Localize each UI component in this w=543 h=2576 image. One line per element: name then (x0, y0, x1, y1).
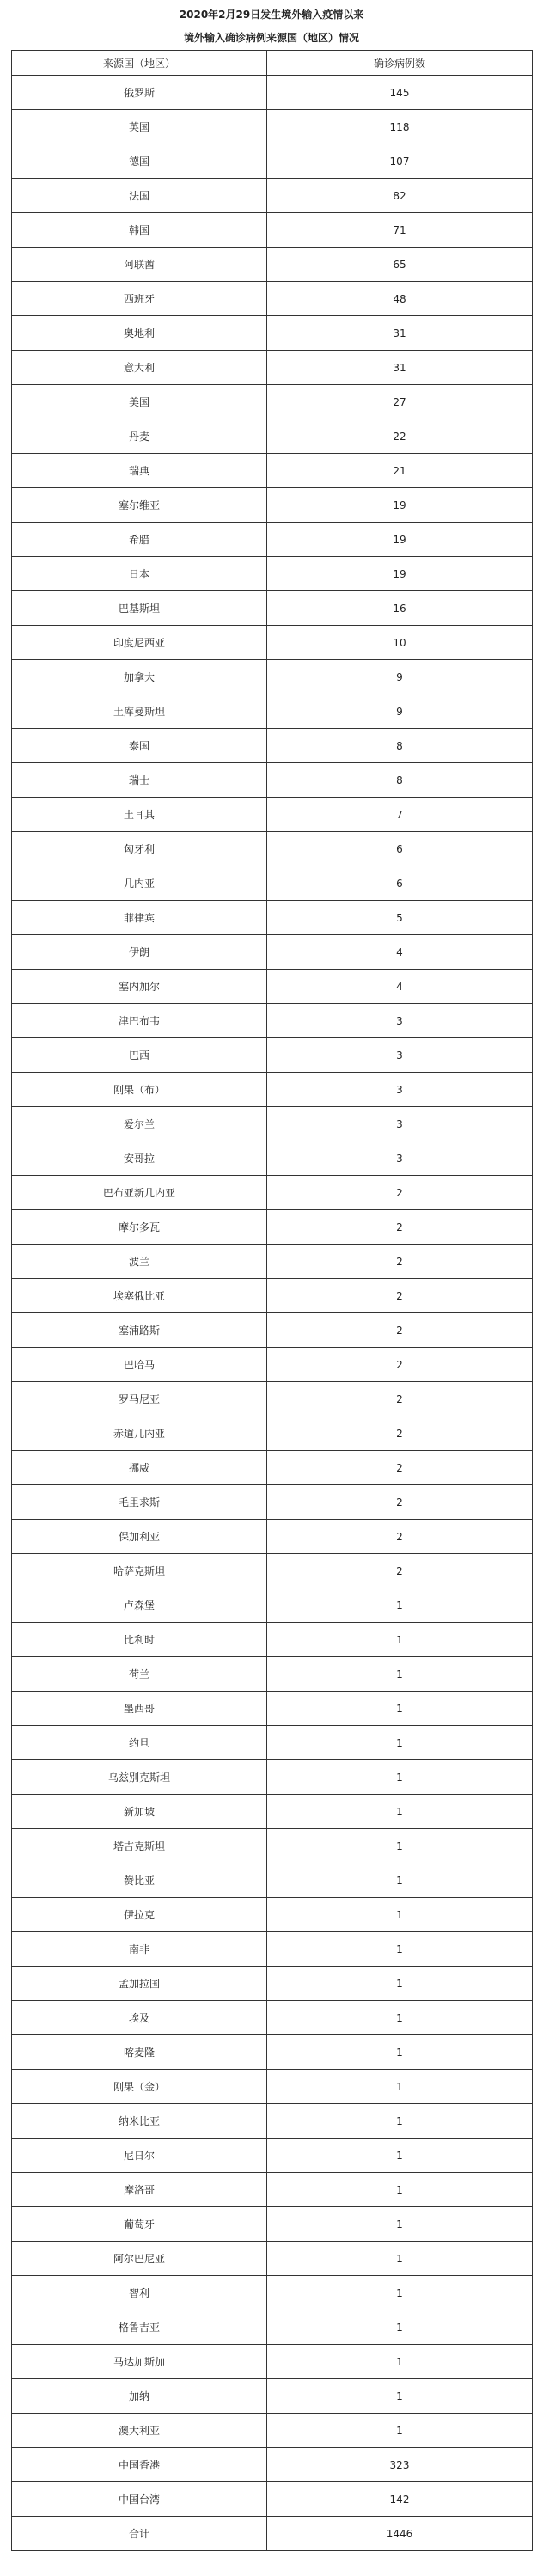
table-row (12, 76, 533, 110)
table-row (12, 1107, 533, 1141)
cell-region: 喀麦隆 (12, 2035, 267, 2070)
table-row (12, 626, 533, 660)
cell-region: 摩尔多瓦 (12, 1210, 267, 1245)
cell-case-count: 1 (267, 2173, 533, 2207)
table-row (12, 729, 533, 763)
table-row (12, 1348, 533, 1382)
cell-region: 澳大利亚 (12, 2414, 267, 2448)
table-row (12, 282, 533, 316)
cell-region: 挪威 (12, 1451, 267, 1485)
cell-case-count: 19 (267, 488, 533, 523)
table-row (12, 1382, 533, 1416)
table-row (12, 385, 533, 419)
cell-region: 伊朗 (12, 935, 267, 970)
table-row (12, 1760, 533, 1795)
table-row (12, 2104, 533, 2139)
table-row (12, 1004, 533, 1038)
cell-case-count: 2 (267, 1520, 533, 1554)
cell-region: 墨西哥 (12, 1692, 267, 1726)
table-row (12, 2448, 533, 2482)
cell-case-count: 2 (267, 1348, 533, 1382)
cell-case-count: 1 (267, 2310, 533, 2345)
table-row (12, 2001, 533, 2035)
cell-case-count: 6 (267, 832, 533, 866)
table-row (12, 2276, 533, 2310)
table-row (12, 2517, 533, 2551)
table-row (12, 1210, 533, 1245)
cell-region: 罗马尼亚 (12, 1382, 267, 1416)
cell-region: 俄罗斯 (12, 76, 267, 110)
cell-case-count: 1 (267, 2242, 533, 2276)
cell-case-count: 8 (267, 763, 533, 798)
cell-case-count: 1 (267, 2276, 533, 2310)
cell-region: 比利时 (12, 1623, 267, 1657)
table-row (12, 1416, 533, 1451)
table-row (12, 248, 533, 282)
cell-case-count: 1 (267, 2001, 533, 2035)
table-row (12, 866, 533, 901)
cell-case-count: 16 (267, 591, 533, 626)
table-row (12, 1657, 533, 1692)
page-subtitle: 境外输入确诊病例来源国（地区）情况 (183, 32, 359, 44)
cell-case-count: 9 (267, 660, 533, 694)
table-row (12, 1898, 533, 1932)
table-row (12, 454, 533, 488)
cell-region: 津巴布韦 (12, 1004, 267, 1038)
table-row (12, 1692, 533, 1726)
table-row (12, 935, 533, 970)
cell-region: 合计 (12, 2517, 267, 2551)
cell-region: 法国 (12, 179, 267, 213)
cell-case-count: 27 (267, 385, 533, 419)
table-row (12, 488, 533, 523)
table-row (12, 2345, 533, 2379)
table-row (12, 1863, 533, 1898)
table-row (12, 694, 533, 729)
cell-region: 安哥拉 (12, 1141, 267, 1176)
table-row (12, 1932, 533, 1967)
cell-case-count: 1 (267, 2414, 533, 2448)
table-row (12, 901, 533, 935)
cell-case-count: 2 (267, 1176, 533, 1210)
cell-region: 爱尔兰 (12, 1107, 267, 1141)
table-row (12, 1141, 533, 1176)
cell-case-count: 6 (267, 866, 533, 901)
header-region: 来源国（地区） (12, 51, 267, 76)
cell-case-count: 145 (267, 76, 533, 110)
cell-case-count: 7 (267, 798, 533, 832)
cell-case-count: 1 (267, 2379, 533, 2414)
table-row (12, 2310, 533, 2345)
cell-case-count: 31 (267, 351, 533, 385)
cell-region: 赞比亚 (12, 1863, 267, 1898)
cell-case-count: 107 (267, 144, 533, 179)
cell-case-count: 10 (267, 626, 533, 660)
cell-region: 加拿大 (12, 660, 267, 694)
cell-case-count: 48 (267, 282, 533, 316)
cell-region: 纳米比亚 (12, 2104, 267, 2139)
table-row (12, 110, 533, 144)
cell-region: 尼日尔 (12, 2139, 267, 2173)
cell-case-count: 2 (267, 1245, 533, 1279)
table-row (12, 179, 533, 213)
cell-case-count: 1 (267, 1795, 533, 1829)
cell-case-count: 5 (267, 901, 533, 935)
cell-case-count: 1 (267, 1657, 533, 1692)
cell-region: 卢森堡 (12, 1588, 267, 1623)
cell-case-count: 1 (267, 2070, 533, 2104)
table-row (12, 2139, 533, 2173)
cell-region: 孟加拉国 (12, 1967, 267, 2001)
cell-region: 塞内加尔 (12, 970, 267, 1004)
cell-case-count: 323 (267, 2448, 533, 2482)
cell-region: 几内亚 (12, 866, 267, 901)
cell-case-count: 2 (267, 1416, 533, 1451)
cell-region: 阿联酋 (12, 248, 267, 282)
cell-region: 瑞典 (12, 454, 267, 488)
table-row (12, 1451, 533, 1485)
cell-region: 智利 (12, 2276, 267, 2310)
cell-region: 摩洛哥 (12, 2173, 267, 2207)
cell-case-count: 1 (267, 1863, 533, 1898)
cell-case-count: 1 (267, 1932, 533, 1967)
table-row (12, 144, 533, 179)
table-row (12, 213, 533, 248)
cell-case-count: 1 (267, 2104, 533, 2139)
cell-region: 巴基斯坦 (12, 591, 267, 626)
cell-region: 瑞士 (12, 763, 267, 798)
table-row (12, 832, 533, 866)
table-row (12, 1038, 533, 1073)
cell-region: 泰国 (12, 729, 267, 763)
cell-region: 荷兰 (12, 1657, 267, 1692)
table-row (12, 2173, 533, 2207)
cell-region: 葡萄牙 (12, 2207, 267, 2242)
table-row (12, 1073, 533, 1107)
cell-case-count: 1 (267, 1588, 533, 1623)
table-row (12, 591, 533, 626)
cell-region: 赤道几内亚 (12, 1416, 267, 1451)
cell-region: 奥地利 (12, 316, 267, 351)
cell-region: 塞浦路斯 (12, 1313, 267, 1348)
cell-case-count: 1 (267, 1898, 533, 1932)
cell-case-count: 1 (267, 1692, 533, 1726)
table-row (12, 1967, 533, 2001)
cell-region: 塞尔维亚 (12, 488, 267, 523)
cell-case-count: 4 (267, 970, 533, 1004)
table-row (12, 1795, 533, 1829)
table-row (12, 351, 533, 385)
cell-case-count: 8 (267, 729, 533, 763)
cell-case-count: 22 (267, 419, 533, 454)
table-row (12, 2414, 533, 2448)
cell-case-count: 118 (267, 110, 533, 144)
cell-region: 韩国 (12, 213, 267, 248)
cell-region: 毛里求斯 (12, 1485, 267, 1520)
cell-case-count: 2 (267, 1554, 533, 1588)
cell-region: 塔吉克斯坦 (12, 1829, 267, 1863)
cell-region: 波兰 (12, 1245, 267, 1279)
table-row (12, 1829, 533, 1863)
cell-region: 阿尔巴尼亚 (12, 2242, 267, 2276)
cell-case-count: 65 (267, 248, 533, 282)
cell-region: 土库曼斯坦 (12, 694, 267, 729)
table-row (12, 316, 533, 351)
cell-case-count: 4 (267, 935, 533, 970)
cell-region: 约旦 (12, 1726, 267, 1760)
cell-region: 中国台湾 (12, 2482, 267, 2517)
cell-region: 哈萨克斯坦 (12, 1554, 267, 1588)
cell-region: 巴哈马 (12, 1348, 267, 1382)
table-row (12, 557, 533, 591)
table-row (12, 1176, 533, 1210)
cell-case-count: 82 (267, 179, 533, 213)
cell-region: 土耳其 (12, 798, 267, 832)
cell-case-count: 2 (267, 1279, 533, 1313)
cell-region: 埃及 (12, 2001, 267, 2035)
cell-case-count: 1 (267, 1623, 533, 1657)
cell-case-count: 1 (267, 1967, 533, 2001)
page-title: 2020年2月29日发生境外输入疫情以来 (179, 9, 364, 21)
table-header-row (12, 51, 533, 76)
table-row (12, 1245, 533, 1279)
cell-case-count: 21 (267, 454, 533, 488)
cell-region: 美国 (12, 385, 267, 419)
table-row (12, 523, 533, 557)
cell-region: 埃塞俄比亚 (12, 1279, 267, 1313)
table-row (12, 2207, 533, 2242)
table-row (12, 1726, 533, 1760)
cell-case-count: 1446 (267, 2517, 533, 2551)
cell-case-count: 31 (267, 316, 533, 351)
table-row (12, 970, 533, 1004)
header-case-count: 确诊病例数 (267, 51, 533, 76)
cell-region: 希腊 (12, 523, 267, 557)
cell-region: 加纳 (12, 2379, 267, 2414)
cell-region: 南非 (12, 1932, 267, 1967)
cell-region: 菲律宾 (12, 901, 267, 935)
cell-case-count: 3 (267, 1073, 533, 1107)
cell-case-count: 2 (267, 1210, 533, 1245)
cell-region: 丹麦 (12, 419, 267, 454)
cell-case-count: 3 (267, 1038, 533, 1073)
cell-case-count: 71 (267, 213, 533, 248)
cell-case-count: 3 (267, 1107, 533, 1141)
cell-case-count: 2 (267, 1485, 533, 1520)
cell-region: 保加利亚 (12, 1520, 267, 1554)
cell-region: 格鲁吉亚 (12, 2310, 267, 2345)
cell-case-count: 1 (267, 1760, 533, 1795)
table-row (12, 763, 533, 798)
table-row (12, 1554, 533, 1588)
cell-case-count: 2 (267, 1382, 533, 1416)
cell-case-count: 142 (267, 2482, 533, 2517)
cell-case-count: 19 (267, 523, 533, 557)
cell-case-count: 1 (267, 2345, 533, 2379)
cell-region: 巴布亚新几内亚 (12, 1176, 267, 1210)
cell-case-count: 9 (267, 694, 533, 729)
cell-case-count: 1 (267, 2035, 533, 2070)
cell-case-count: 1 (267, 1726, 533, 1760)
cell-region: 中国香港 (12, 2448, 267, 2482)
cell-region: 意大利 (12, 351, 267, 385)
cell-region: 新加坡 (12, 1795, 267, 1829)
cell-region: 刚果（布） (12, 1073, 267, 1107)
table-row (12, 1485, 533, 1520)
cell-region: 巴西 (12, 1038, 267, 1073)
table-row (12, 2482, 533, 2517)
cases-table (11, 50, 533, 2551)
table-row (12, 1279, 533, 1313)
cell-case-count: 3 (267, 1141, 533, 1176)
table-row (12, 1623, 533, 1657)
table-row (12, 1520, 533, 1554)
table-row (12, 2242, 533, 2276)
table-row (12, 1588, 533, 1623)
cell-case-count: 1 (267, 1829, 533, 1863)
table-row (12, 2379, 533, 2414)
cell-region: 伊拉克 (12, 1898, 267, 1932)
cell-region: 匈牙利 (12, 832, 267, 866)
cell-region: 德国 (12, 144, 267, 179)
cell-region: 西班牙 (12, 282, 267, 316)
cell-region: 英国 (12, 110, 267, 144)
table-row (12, 1313, 533, 1348)
cell-case-count: 1 (267, 2139, 533, 2173)
cell-region: 印度尼西亚 (12, 626, 267, 660)
cell-region: 马达加斯加 (12, 2345, 267, 2379)
table-row (12, 2070, 533, 2104)
cell-case-count: 19 (267, 557, 533, 591)
cell-region: 刚果（金） (12, 2070, 267, 2104)
cell-case-count: 2 (267, 1313, 533, 1348)
cell-case-count: 1 (267, 2207, 533, 2242)
cell-case-count: 2 (267, 1451, 533, 1485)
table-row (12, 2035, 533, 2070)
table-row (12, 419, 533, 454)
cell-region: 乌兹别克斯坦 (12, 1760, 267, 1795)
table-row (12, 660, 533, 694)
table-row (12, 798, 533, 832)
cell-region: 日本 (12, 557, 267, 591)
cell-case-count: 3 (267, 1004, 533, 1038)
